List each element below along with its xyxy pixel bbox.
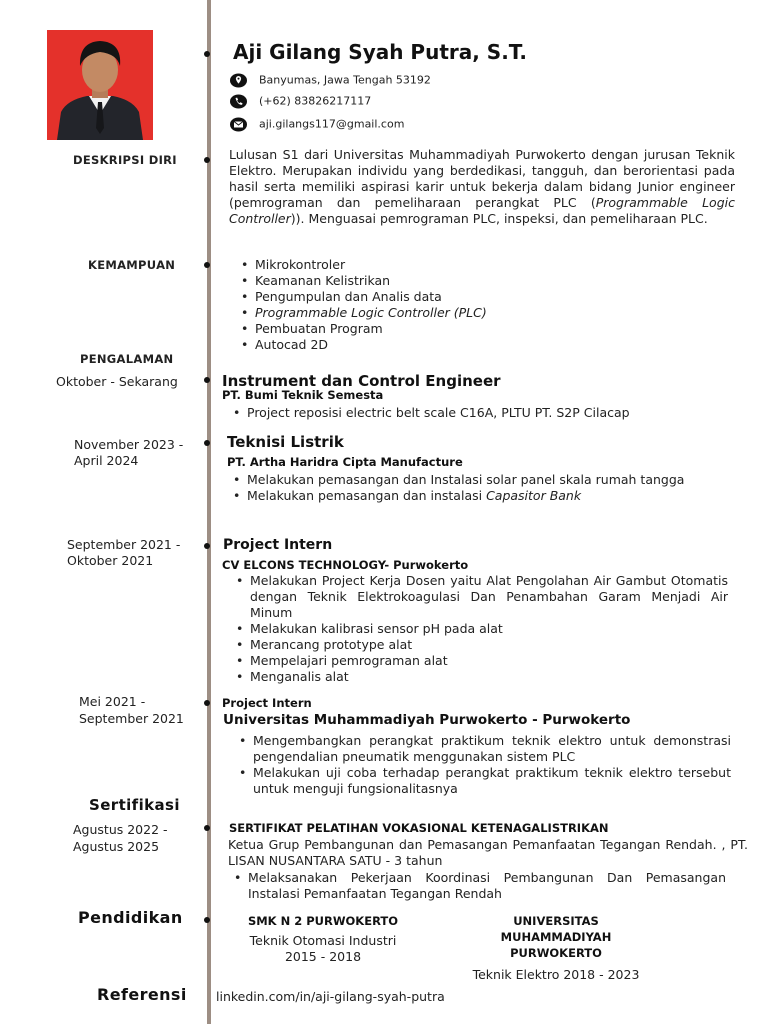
list-item: • Mengembangkan perangkat praktikum teknik elektro untuk demonstrasi pengendalian pneumatik menggunakan sistem PLC — [231, 733, 731, 765]
school-name: SMK N 2 PURWOKERTO — [247, 914, 399, 928]
deskripsi-text: Lulusan S1 dari Universitas Muhammadiyah Purwokerto dengan jurusan Teknik Elektro. Merupakan individu yang berdedikasi, tangguh, dan berorientasi pada hasil serta memiliki aspirasi karir untuk bekerja dalam bidang Junior engineer (pemrograman dan pemeliharaan perangkat PLC (Programmable Logic Controller)). Menguasai pemrograman PLC, inspeksi, dan pemeliharaan PLC. — [229, 147, 735, 226]
list-item: • Pengumpulan dan Analis data — [233, 289, 553, 305]
sertifikasi-heading: Sertifikasi — [89, 796, 180, 814]
referensi-heading: Referensi — [97, 985, 187, 1004]
exp2-date: November 2023 - April 2024 — [74, 437, 184, 468]
deskripsi-heading: DESKRIPSI DIRI — [73, 153, 177, 167]
pengalaman-heading: PENGALAMAN — [80, 352, 174, 366]
address-row — [230, 73, 431, 88]
exp1-company: PT. Bumi Teknik Semesta — [222, 388, 384, 402]
cert-bullets — [226, 870, 726, 902]
phone-text: (+62) 83826217117 — [259, 94, 372, 108]
full-name: Aji Gilang Syah Putra, S.T. — [233, 40, 528, 64]
list-item: • Programmable Logic Controller (PLC) — [233, 305, 553, 321]
email-row — [230, 117, 404, 132]
exp3-title: Project Intern — [223, 537, 333, 553]
timeline-dot — [204, 157, 210, 163]
timeline-dot — [204, 700, 210, 706]
education-smk — [225, 913, 421, 965]
email-text: aji.gilangs117@gmail.com — [259, 117, 405, 131]
exp4-bullets — [231, 733, 731, 797]
email-icon — [230, 117, 247, 132]
list-item: • Keamanan Kelistrikan — [233, 273, 553, 289]
list-item: • Mempelajari pemrograman alat — [228, 653, 728, 669]
phone-icon — [230, 94, 247, 109]
address-text: Banyumas, Jawa Tengah 53192 — [259, 73, 431, 87]
timeline-dot — [204, 262, 210, 268]
list-item: • Mikrokontroler — [233, 257, 553, 273]
timeline-dot — [204, 440, 210, 446]
timeline-dot — [204, 917, 210, 923]
exp3-bullets — [228, 573, 728, 685]
list-item: • Pembuatan Program — [233, 321, 553, 337]
profile-photo — [47, 30, 153, 140]
timeline-dot — [204, 825, 210, 831]
phone-row — [230, 94, 371, 109]
list-item: • Autocad 2D — [233, 337, 553, 353]
list-item: • Menganalis alat — [228, 669, 728, 685]
major-text: Teknik Elektro 2018 - 2023 — [472, 967, 640, 982]
location-pin-icon — [230, 73, 247, 88]
list-item: • Melakukan pemasangan dan instalasi Capasitor Bank — [225, 488, 725, 504]
years-text: 2015 - 2018 — [284, 949, 362, 964]
exp1-bullets — [225, 405, 725, 421]
list-item: • Melakukan pemasangan dan Instalasi solar panel skala rumah tangga — [225, 472, 725, 488]
education-ump — [432, 913, 680, 983]
list-item: • Merancang prototype alat — [228, 637, 728, 653]
school-name: UNIVERSITAS MUHAMMADIYAH PURWOKERTO — [500, 914, 612, 960]
major-text: Teknik Otomasi Industri — [249, 933, 397, 948]
kemampuan-heading: KEMAMPUAN — [88, 258, 176, 272]
exp4-date: Mei 2021 - September 2021 — [79, 694, 184, 726]
exp3-company: CV ELCONS TECHNOLOGY- Purwokerto — [222, 558, 469, 572]
timeline-dot — [204, 543, 210, 549]
skills-list — [233, 257, 553, 353]
cert-title: SERTIFIKAT PELATIHAN VOKASIONAL KETENAGALISTRIKAN — [229, 821, 609, 835]
list-item: • Melakukan Project Kerja Dosen yaitu Alat Pengolahan Air Gambut Otomatis dengan Teknik Elektrokoagulasi Dan Penambahan Garam Menjadi Air Minum — [228, 573, 728, 621]
cert-date: Agustus 2022 - Agustus 2025 — [73, 822, 168, 854]
exp2-company: PT. Artha Haridra Cipta Manufacture — [227, 455, 463, 469]
list-item: • Melakukan uji coba terhadap perangkat praktikum teknik elektro tersebut untuk menguji fungsionalitasnya — [231, 765, 731, 797]
exp4-company: Universitas Muhammadiyah Purwokerto - Purwokerto — [223, 712, 631, 728]
cert-desc: Ketua Grup Pembangunan dan Pemasangan Pemanfaatan Tegangan Rendah. , PT. LISAN NUSANTARA SATU - 3 tahun — [228, 837, 748, 868]
exp1-date: Oktober - Sekarang — [56, 374, 178, 389]
pendidikan-heading: Pendidikan — [78, 908, 183, 927]
timeline-dot — [204, 51, 210, 57]
exp3-date: September 2021 - Oktober 2021 — [67, 537, 181, 568]
list-item: • Melakukan kalibrasi sensor pH pada alat — [228, 621, 728, 637]
exp2-bullets — [225, 472, 725, 504]
timeline-line — [207, 0, 211, 1024]
linkedin-link[interactable]: linkedin.com/in/aji-gilang-syah-putra — [216, 989, 445, 1004]
list-item: • Project reposisi electric belt scale C16A, PLTU PT. S2P Cilacap — [225, 405, 725, 421]
exp2-title: Teknisi Listrik — [227, 433, 344, 451]
list-item: • Melaksanakan Pekerjaan Koordinasi Pembangunan Dan Pemasangan Instalasi Pemanfaatan Tegangan Rendah — [226, 870, 726, 902]
exp4-title: Project Intern — [222, 696, 312, 710]
exp1-title: Instrument dan Control Engineer — [222, 372, 501, 390]
timeline-dot — [204, 377, 210, 383]
